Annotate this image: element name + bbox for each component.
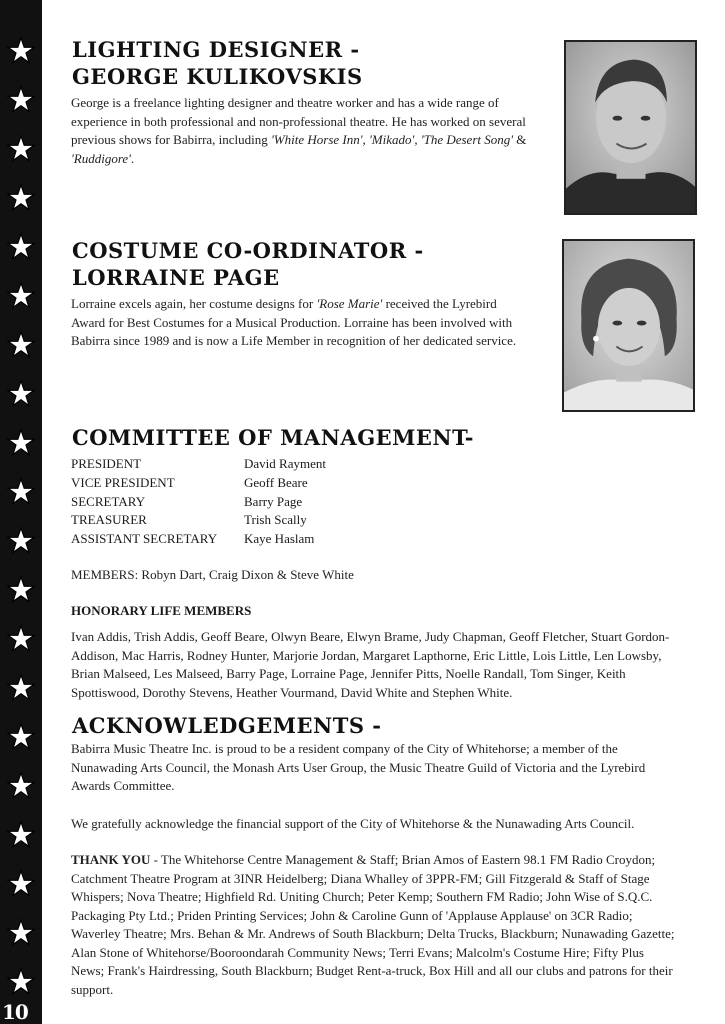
- acknowledgements-heading: ACKNOWLEDGEMENTS -: [72, 713, 382, 738]
- star-icon: [6, 575, 36, 605]
- star-icon: [6, 869, 36, 899]
- george-kulikovskis-photo: [564, 40, 697, 215]
- committee-row: [71, 474, 326, 493]
- star-icon: [6, 232, 36, 262]
- acknowledgements-funding: We gratefully acknowledge the financial support of the City of Whitehorse & the Nunawading Arts Council.: [71, 816, 635, 831]
- costume-coordinator-heading: [72, 237, 424, 291]
- star-icon: [6, 967, 36, 997]
- star-icon: [6, 624, 36, 654]
- star-icon: [6, 673, 36, 703]
- committee-role: SECRETARY: [71, 493, 146, 509]
- committee-name: Trish Scally: [244, 512, 307, 528]
- committee-name: Barry Page: [244, 493, 303, 509]
- thank-you-text: - The Whitehorse Centre Management & Staff; Brian Amos of Eastern 98.1 FM Radio Croydon; Catchment Theatre Program at 3INR Heidelberg; Diana Whalley of 3PPR-FM; Gill Fitzgerald & Staff of Stage Whispers; Nova Theatre; Highfield Rd. Uniting Church; Peter Kemp; Southern FM Radio; John Wise of S.Q.C. Packaging Pty Ltd.; Priden Printing Services; John & Caroline Gunn of 'Applause Applause' on 3CR Radio; Waverley Theatre; Mrs. Behan & Mr. Andrews of South Blackburn; Delta Trucks, Blackburn; Nunawading Gazette; Alan Stone of Whitehorse/Booroondarah Community News; Terri Evans; Malcolm's Costume Hire; Fifty Plus News; Frank's Hairdressing, South Blackburn; Budget Rent-a-truck, Box Hill and all our clubs and patrons for their support.: [71, 852, 675, 997]
- committee-row: [71, 530, 326, 549]
- star-icon: [6, 36, 36, 66]
- acknowledgements-thank-you: [71, 851, 679, 999]
- star-icon: [6, 820, 36, 850]
- lighting-heading-line1: LIGHTING DESIGNER -: [72, 37, 360, 62]
- costume-coordinator-bio: Lorraine excels again, her costume designs for 'Rose Marie' received the Lyrebird Award for Best Costumes for a Musical Production. Lorraine has been involved with Babirra since 1989 and is now a Life Member in recognition of her dedicated service.: [71, 296, 517, 348]
- committee-row: [71, 455, 326, 474]
- committee-role: ASSISTANT SECRETARY: [71, 531, 218, 547]
- page-number: 10: [2, 1000, 28, 1024]
- star-icon: [6, 330, 36, 360]
- thank-you-label: THANK YOU: [71, 852, 151, 867]
- honorary-life-members-list: Ivan Addis, Trish Addis, Geoff Beare, Olwyn Beare, Elwyn Brame, Judy Chapman, Geoff Fletcher, Stuart Gordon-Addison, Mac Harris, Rodney Hunter, Marjorie Jordan, Margaret Lapthorne, Eric Little, Lois Little, Len Lowsby, Brian Malseed, Les Malseed, Barry Page, Lorraine Page, Jennifer Pitts, Noelle Randall, Tom Singer, Keith Spottiswood, Dorothy Stevens, Heather Vourmand, David White and Stephen White.: [71, 629, 670, 700]
- star-icon: [6, 477, 36, 507]
- committee-role: TREASURER: [71, 512, 147, 528]
- star-icon: [6, 918, 36, 948]
- star-icon: [6, 722, 36, 752]
- star-icon: [6, 85, 36, 115]
- committee-name: Kaye Haslam: [244, 531, 315, 547]
- star-border-sidebar: [0, 0, 42, 1024]
- committee-name: Geoff Beare: [244, 474, 308, 490]
- acknowledgements-intro: Babirra Music Theatre Inc. is proud to be a resident company of the City of Whitehorse; a member of the Nunawading Arts Council, the Monash Arts User Group, the Music Theatre Guild of Victoria and the Lyrebird Awards Committee.: [71, 741, 646, 793]
- star-icon: [6, 134, 36, 164]
- committee-name: David Rayment: [244, 456, 326, 471]
- costume-heading-line2: LORRAINE PAGE: [72, 265, 280, 290]
- lighting-heading-line2: GEORGE KULIKOVSKIS: [72, 64, 363, 89]
- star-icon: [6, 281, 36, 311]
- costume-heading-line1: COSTUME CO-ORDINATOR -: [72, 238, 424, 263]
- committee-row: [71, 511, 326, 530]
- lorraine-page-photo: [562, 239, 695, 412]
- committee-members: MEMBERS: Robyn Dart, Craig Dixon & Steve White: [71, 567, 354, 582]
- star-icon: [6, 526, 36, 556]
- committee-table: [71, 455, 326, 549]
- lighting-designer-bio: George is a freelance lighting designer and theatre worker and has a wide range of experience in both professional and non-professional theatre. He has worked on several previous shows for Babirra, including 'White Horse Inn', 'Mikado', 'The Desert Song' & 'Ruddigore'.: [71, 95, 527, 166]
- committee-row: [71, 493, 326, 512]
- committee-heading: COMMITTEE OF MANAGEMENT-: [72, 425, 474, 450]
- lighting-designer-heading: [72, 36, 363, 90]
- star-icon: [6, 428, 36, 458]
- committee-role: VICE PRESIDENT: [71, 474, 175, 490]
- star-icon: [6, 771, 36, 801]
- star-icon: [6, 183, 36, 213]
- honorary-life-members-heading: HONORARY LIFE MEMBERS: [71, 603, 252, 618]
- star-icon: [6, 379, 36, 409]
- committee-role: PRESIDENT: [71, 456, 142, 471]
